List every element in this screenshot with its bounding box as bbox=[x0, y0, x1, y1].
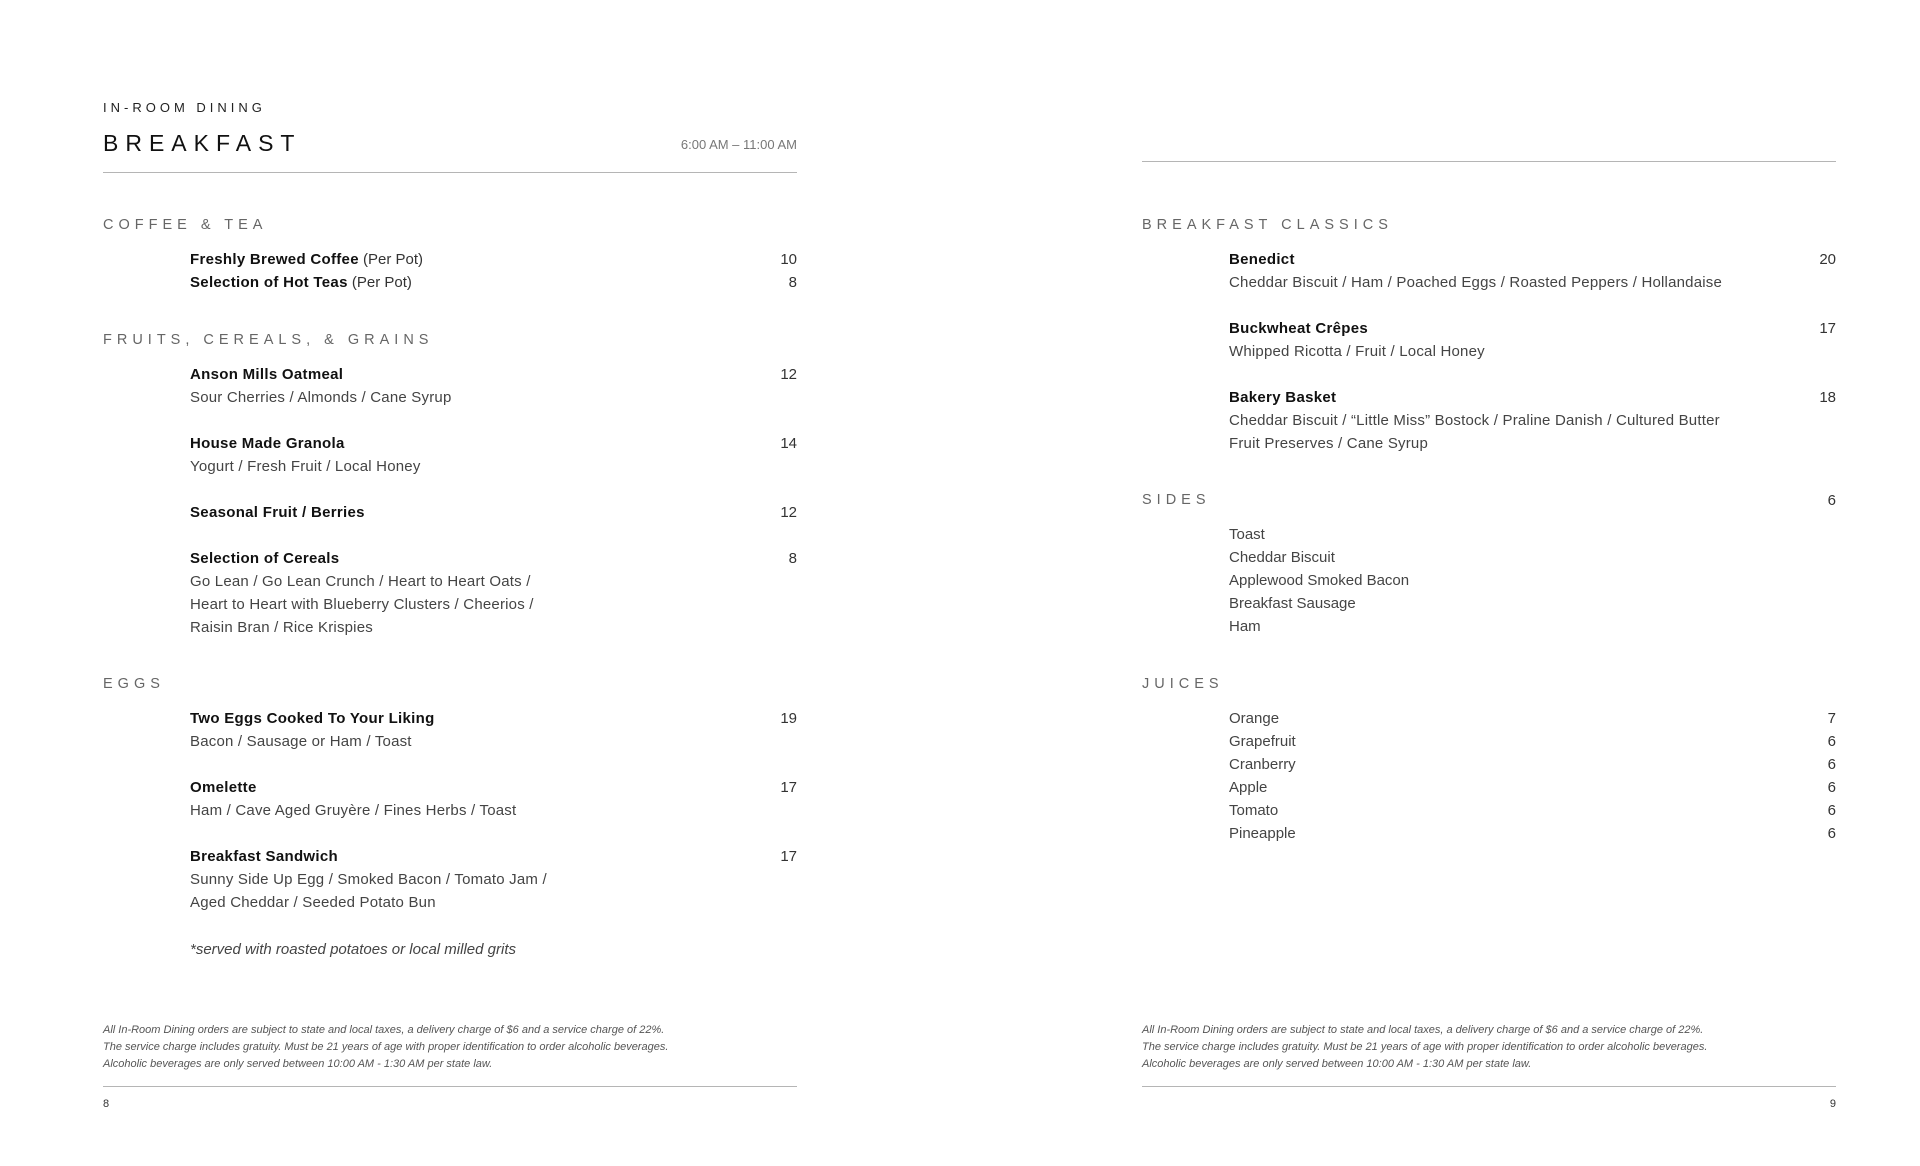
menu-item bbox=[190, 707, 797, 730]
menu-item bbox=[190, 501, 797, 524]
footer-line: Alcoholic beverages are only served between 10:00 AM - 1:30 AM per state law. bbox=[103, 1058, 493, 1070]
section-heading-breakfast-classics: BREAKFAST CLASSICS bbox=[1142, 217, 1393, 233]
item-description: Raisin Bran / Rice Krispies bbox=[190, 619, 373, 636]
item-price: 14 bbox=[780, 435, 797, 452]
juice-item bbox=[1229, 707, 1836, 730]
section-price: 6 bbox=[1827, 492, 1836, 509]
side-item: Toast bbox=[1229, 526, 1265, 543]
item-description: Yogurt / Fresh Fruit / Local Honey bbox=[190, 458, 421, 475]
footer-disclaimer bbox=[103, 1022, 797, 1073]
item-name: Selection of Cereals bbox=[190, 550, 340, 567]
juice-price: 6 bbox=[1827, 733, 1836, 750]
menu-item bbox=[190, 845, 797, 868]
section-heading-coffee-tea: COFFEE & TEA bbox=[103, 217, 268, 233]
footer-disclaimer bbox=[1142, 1022, 1836, 1073]
item-name: House Made Granola bbox=[190, 435, 345, 452]
juice-price: 7 bbox=[1827, 710, 1836, 727]
item-price: 19 bbox=[780, 710, 797, 727]
item-description: Heart to Heart with Blueberry Clusters / Cheerios / bbox=[190, 596, 534, 613]
item-description: Sunny Side Up Egg / Smoked Bacon / Tomato Jam / bbox=[190, 871, 547, 888]
item-description: Bacon / Sausage or Ham / Toast bbox=[190, 733, 412, 750]
item-description: Aged Cheddar / Seeded Potato Bun bbox=[190, 894, 436, 911]
section-heading-eggs: EGGS bbox=[103, 676, 165, 692]
menu-item bbox=[1229, 317, 1836, 340]
juice-price: 6 bbox=[1827, 802, 1836, 819]
menu-page-left bbox=[103, 0, 797, 1166]
item-description: Fruit Preserves / Cane Syrup bbox=[1229, 435, 1429, 452]
item-price: 17 bbox=[1819, 320, 1836, 337]
footer-line: The service charge includes gratuity. Must be 21 years of age with proper identification to order alcoholic beverages. bbox=[1142, 1041, 1708, 1053]
menu-item bbox=[190, 363, 797, 386]
item-note: (Per Pot) bbox=[358, 251, 424, 268]
menu-item bbox=[190, 432, 797, 455]
juice-item bbox=[1229, 776, 1836, 799]
section-title: SIDES bbox=[1142, 492, 1211, 508]
header-divider bbox=[1142, 161, 1836, 162]
item-name: Benedict bbox=[1229, 251, 1295, 268]
footer-line: Alcoholic beverages are only served between 10:00 AM - 1:30 AM per state law. bbox=[1142, 1058, 1532, 1070]
item-name: Anson Mills Oatmeal bbox=[190, 366, 344, 383]
header-divider bbox=[103, 172, 797, 173]
side-item: Breakfast Sausage bbox=[1229, 595, 1356, 612]
menu-item bbox=[1229, 386, 1836, 409]
item-name: Freshly Brewed Coffee bbox=[190, 251, 359, 268]
juice-name: Apple bbox=[1229, 779, 1268, 796]
item-price: 8 bbox=[788, 550, 797, 567]
juice-item bbox=[1229, 799, 1836, 822]
menu-page-right bbox=[1142, 0, 1836, 1166]
juice-name: Cranberry bbox=[1229, 756, 1296, 773]
juice-name: Grapefruit bbox=[1229, 733, 1296, 750]
side-item: Ham bbox=[1229, 618, 1261, 635]
item-name: Seasonal Fruit / Berries bbox=[190, 504, 365, 521]
item-description: Cheddar Biscuit / Ham / Poached Eggs / Roasted Peppers / Hollandaise bbox=[1229, 274, 1723, 291]
item-name: Selection of Hot Teas bbox=[190, 274, 348, 291]
juice-price: 6 bbox=[1827, 756, 1836, 773]
item-name: Buckwheat Crêpes bbox=[1229, 320, 1369, 337]
footer-line: All In-Room Dining orders are subject to state and local taxes, a delivery charge of $6 and a service charge of 22%. bbox=[103, 1024, 665, 1036]
service-hours: 6:00 AM – 11:00 AM bbox=[680, 137, 797, 152]
item-description: Go Lean / Go Lean Crunch / Heart to Heart Oats / bbox=[190, 573, 531, 590]
menu-item bbox=[190, 248, 797, 271]
juice-price: 6 bbox=[1827, 825, 1836, 842]
section-heading-fruits-cereals-grains: FRUITS, CEREALS, & GRAINS bbox=[103, 332, 434, 348]
item-name: Omelette bbox=[190, 779, 257, 796]
juice-name: Tomato bbox=[1229, 802, 1279, 819]
item-name: Breakfast Sandwich bbox=[190, 848, 338, 865]
footer-line: All In-Room Dining orders are subject to state and local taxes, a delivery charge of $6 and a service charge of 22%. bbox=[1142, 1024, 1704, 1036]
item-price: 17 bbox=[780, 779, 797, 796]
item-description: Ham / Cave Aged Gruyère / Fines Herbs / Toast bbox=[190, 802, 517, 819]
juice-name: Pineapple bbox=[1229, 825, 1296, 842]
item-name: Bakery Basket bbox=[1229, 389, 1337, 406]
item-price: 20 bbox=[1819, 251, 1836, 268]
page-kicker: IN-ROOM DINING bbox=[103, 100, 266, 115]
page-number: 9 bbox=[1829, 1098, 1836, 1110]
menu-item bbox=[1229, 248, 1836, 271]
item-description: Cheddar Biscuit / “Little Miss” Bostock / Praline Danish / Cultured Butter bbox=[1229, 412, 1720, 429]
menu-item bbox=[190, 776, 797, 799]
footer-line: The service charge includes gratuity. Must be 21 years of age with proper identification to order alcoholic beverages. bbox=[103, 1041, 669, 1053]
item-name: Two Eggs Cooked To Your Liking bbox=[190, 710, 435, 727]
item-description: Sour Cherries / Almonds / Cane Syrup bbox=[190, 389, 452, 406]
item-price: 12 bbox=[780, 504, 797, 521]
item-price: 12 bbox=[780, 366, 797, 383]
footer-divider bbox=[1142, 1086, 1836, 1087]
side-item: Applewood Smoked Bacon bbox=[1229, 572, 1410, 589]
juice-item bbox=[1229, 753, 1836, 776]
served-with-note: *served with roasted potatoes or local milled grits bbox=[190, 941, 516, 958]
item-price: 8 bbox=[788, 274, 797, 291]
section-heading-juices: JUICES bbox=[1142, 676, 1224, 692]
item-note: (Per Pot) bbox=[347, 274, 412, 291]
page-number: 8 bbox=[103, 1098, 110, 1110]
juice-item bbox=[1229, 730, 1836, 753]
juice-item bbox=[1229, 822, 1836, 845]
menu-item bbox=[190, 271, 797, 294]
juice-name: Orange bbox=[1229, 710, 1280, 727]
item-price: 18 bbox=[1819, 389, 1836, 406]
section-heading-sides bbox=[1142, 492, 1836, 508]
item-description: Whipped Ricotta / Fruit / Local Honey bbox=[1229, 343, 1485, 360]
footer-divider bbox=[103, 1086, 797, 1087]
page-title: BREAKFAST bbox=[103, 130, 302, 156]
item-price: 10 bbox=[780, 251, 797, 268]
side-item: Cheddar Biscuit bbox=[1229, 549, 1335, 566]
item-price: 17 bbox=[780, 848, 797, 865]
juice-price: 6 bbox=[1827, 779, 1836, 796]
menu-item bbox=[190, 547, 797, 570]
